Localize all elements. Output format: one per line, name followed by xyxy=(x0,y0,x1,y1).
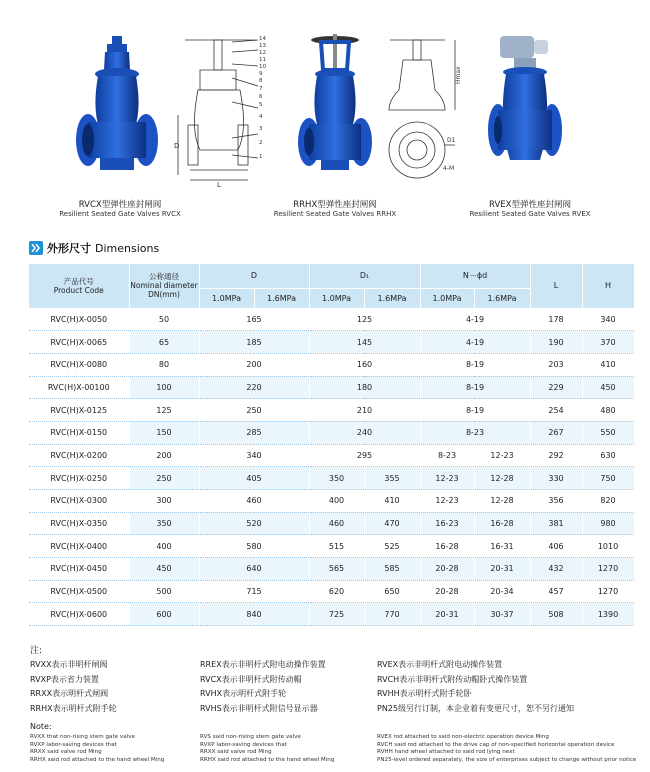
part-label: 8 xyxy=(259,78,263,84)
table-row xyxy=(29,376,634,399)
table-row xyxy=(29,353,634,376)
caption-en-rvex: Resilient Seated Gate Valves RVEX xyxy=(469,210,591,218)
section-header xyxy=(29,240,159,256)
table-row xyxy=(29,308,634,331)
cell-h: 820 xyxy=(582,490,634,513)
cell-dn: 80 xyxy=(129,353,199,376)
product-rvex xyxy=(469,30,591,220)
cell-h: 480 xyxy=(582,399,634,422)
cell-d1-p1: 350 xyxy=(309,467,364,490)
rvcx-valve-image xyxy=(60,30,180,190)
header-dn-en2: DN(mm) xyxy=(148,290,180,300)
notes-en-title: Note: xyxy=(30,722,52,731)
cell-d1-p2: 470 xyxy=(364,512,420,535)
cell-n-p2: 20-31 xyxy=(474,558,530,581)
cell-n-p2: 30-37 xyxy=(474,603,530,626)
cell-h: 1390 xyxy=(582,603,634,626)
table-body xyxy=(29,308,634,626)
header-n: N－ϕd xyxy=(420,264,530,288)
cell-product-code: RVC(H)X-0080 xyxy=(29,353,129,376)
cell-d: 200 xyxy=(199,353,309,376)
cell-n-p1: 20-28 xyxy=(420,580,474,603)
note-line: RVXP表示省力装置 xyxy=(30,674,99,684)
note-line: RVS said non-rising stem gate valve xyxy=(200,734,301,740)
cell-l: 508 xyxy=(530,603,582,626)
cell-l: 254 xyxy=(530,399,582,422)
cell-product-code: RVC(H)X-0400 xyxy=(29,535,129,558)
cell-d1-p1: 620 xyxy=(309,580,364,603)
cell-dn: 150 xyxy=(129,421,199,444)
table-row xyxy=(29,467,634,490)
cell-d1: 295 xyxy=(309,444,420,467)
cell-h: 750 xyxy=(582,467,634,490)
cell-product-code: RVC(H)X-0500 xyxy=(29,580,129,603)
cell-d1-p2: 585 xyxy=(364,558,420,581)
cell-dn: 250 xyxy=(129,467,199,490)
caption-cn-rvex: RVEX型弹性座封闸阀 xyxy=(489,200,571,210)
table-row xyxy=(29,399,634,422)
cell-product-code: RVC(H)X-0600 xyxy=(29,603,129,626)
notes-en-col1 xyxy=(30,734,164,764)
cell-h: 1270 xyxy=(582,558,634,581)
cell-product-code: RVC(H)X-0300 xyxy=(29,490,129,513)
cell-n: 8-19 xyxy=(420,353,530,376)
cell-n-p1: 16-23 xyxy=(420,512,474,535)
cell-l: 432 xyxy=(530,558,582,581)
header-dn xyxy=(129,264,199,308)
dim-d1-label: D1 xyxy=(447,137,456,144)
cell-n: 8-19 xyxy=(420,376,530,399)
header-d: D xyxy=(199,264,309,288)
note-line: RVXX that non-rising stem gate valve xyxy=(30,734,135,740)
notes-en-col3 xyxy=(377,734,636,764)
cell-h: 340 xyxy=(582,308,634,331)
part-label: 1 xyxy=(259,154,263,160)
dim-d-label: D xyxy=(174,142,180,150)
table-row xyxy=(29,603,634,626)
note-line: RVEX表示非明杆式附电动操作装置 xyxy=(377,660,503,669)
product-rvcx xyxy=(60,30,180,220)
header-l: L xyxy=(530,264,582,308)
dim-nm-label: 4-M xyxy=(443,165,455,172)
cell-h: 410 xyxy=(582,353,634,376)
cell-d1: 240 xyxy=(309,421,420,444)
cell-d1: 180 xyxy=(309,376,420,399)
notes-cn-title: 注: xyxy=(30,646,43,656)
cell-dn: 500 xyxy=(129,580,199,603)
part-label: 5 xyxy=(259,102,263,108)
table-row xyxy=(29,558,634,581)
note-line: RVHS表示非明杆式附信号显示器 xyxy=(200,703,318,713)
table-row xyxy=(29,444,634,467)
part-label: 6 xyxy=(259,94,263,100)
cell-d1: 125 xyxy=(309,308,420,331)
cell-n-p2: 12-28 xyxy=(474,467,530,490)
cell-dn: 300 xyxy=(129,490,199,513)
cell-d: 220 xyxy=(199,376,309,399)
table-row xyxy=(29,512,634,535)
cell-h: 370 xyxy=(582,331,634,354)
table-row xyxy=(29,490,634,513)
cell-dn: 450 xyxy=(129,558,199,581)
cell-n-p2: 16-28 xyxy=(474,512,530,535)
note-line: RVHH hand wheel attached to said rod lying next xyxy=(377,749,515,756)
cell-product-code: RVC(H)X-0125 xyxy=(29,399,129,422)
caption-en-rrhx: Resilient Seated Gate Valves RRHX xyxy=(273,210,397,218)
cell-d1: 160 xyxy=(309,353,420,376)
header-d1-p1: 1.0MPa xyxy=(309,288,364,308)
cell-l: 267 xyxy=(530,421,582,444)
front-view-drawing xyxy=(375,30,470,190)
header-d1: D₁ xyxy=(309,264,420,288)
cell-l: 356 xyxy=(530,490,582,513)
cell-n-p1: 8-23 xyxy=(420,444,474,467)
cell-product-code: RVC(H)X-0150 xyxy=(29,421,129,444)
cell-n: 8-23 xyxy=(420,421,530,444)
cell-d: 715 xyxy=(199,580,309,603)
cell-product-code: RVC(H)X-0350 xyxy=(29,512,129,535)
cell-l: 457 xyxy=(530,580,582,603)
diagram-side-section xyxy=(170,30,270,190)
part-label: 11 xyxy=(259,57,266,63)
cell-l: 292 xyxy=(530,444,582,467)
part-label: 10 xyxy=(259,64,266,70)
table-row xyxy=(29,580,634,603)
header-dn-en1: Nominal diameter xyxy=(130,281,198,291)
part-label: 3 xyxy=(259,126,263,132)
cell-n-p2: 12-23 xyxy=(474,444,530,467)
dim-hmax-label: Hmax xyxy=(455,66,462,84)
note-line: RVXP labor-saving devices that xyxy=(30,741,117,748)
part-label: 2 xyxy=(259,140,263,146)
part-label: 12 xyxy=(259,50,266,56)
cell-d: 840 xyxy=(199,603,309,626)
cell-product-code: RVC(H)X-0050 xyxy=(29,308,129,331)
cell-d1-p1: 565 xyxy=(309,558,364,581)
cell-n-p1: 16-28 xyxy=(420,535,474,558)
cell-d: 460 xyxy=(199,490,309,513)
part-label: 13 xyxy=(259,43,266,49)
cell-n: 8-19 xyxy=(420,399,530,422)
cell-d1-p1: 400 xyxy=(309,490,364,513)
note-line: RRXX said valve rod Ming xyxy=(30,749,102,756)
note-line: RVEX rod attached to said non-electric operation device Ming xyxy=(377,734,549,740)
note-line: RRHX said rod attached to the hand wheel Ming xyxy=(30,756,165,763)
note-line: RRHX said rod attached to the hand wheel Ming xyxy=(200,756,335,763)
notes-cn-col3 xyxy=(377,658,574,716)
cell-d: 520 xyxy=(199,512,309,535)
cell-dn: 100 xyxy=(129,376,199,399)
notes-en-col2 xyxy=(200,734,334,764)
cell-product-code: RVC(H)X-0200 xyxy=(29,444,129,467)
table-row xyxy=(29,535,634,558)
notes-cn-col2 xyxy=(200,658,326,716)
note-line: RVCH表示非明杆式附传动帽卧式操作装置 xyxy=(377,674,528,684)
cell-l: 203 xyxy=(530,353,582,376)
header-product-code-cn: 产品代号 xyxy=(63,276,94,286)
part-label: 14 xyxy=(259,36,266,42)
cell-h: 450 xyxy=(582,376,634,399)
caption-cn-rrhx: RRHX型弹性座封闸阀 xyxy=(293,200,377,210)
table-row xyxy=(29,421,634,444)
notes-cn-col1 xyxy=(30,658,117,716)
note-line: RVHX表示明杆式附手轮 xyxy=(200,689,287,698)
part-label: 9 xyxy=(259,71,263,77)
rrhx-valve-image xyxy=(285,30,385,190)
cell-d: 405 xyxy=(199,467,309,490)
header-n-p2: 1.6MPa xyxy=(474,288,530,308)
cell-d1-p2: 355 xyxy=(364,467,420,490)
cell-n-p1: 12-23 xyxy=(420,490,474,513)
cell-dn: 125 xyxy=(129,399,199,422)
caption-cn-rvcx: RVCX型弹性座封闸阀 xyxy=(78,200,162,210)
cell-dn: 350 xyxy=(129,512,199,535)
cell-n-p1: 12-23 xyxy=(420,467,474,490)
cell-dn: 600 xyxy=(129,603,199,626)
cell-h: 980 xyxy=(582,512,634,535)
cell-d: 340 xyxy=(199,444,309,467)
header-product-code-en: Product Code xyxy=(53,285,104,295)
product-rrhx xyxy=(273,30,397,220)
cell-dn: 400 xyxy=(129,535,199,558)
note-line: RREX表示非明杆式附电动操作装置 xyxy=(200,660,326,669)
cell-d: 185 xyxy=(199,331,309,354)
cell-d: 285 xyxy=(199,421,309,444)
cell-product-code: RVC(H)X-0250 xyxy=(29,467,129,490)
header-dn-cn: 公称通径 xyxy=(149,272,179,282)
cell-d1-p2: 525 xyxy=(364,535,420,558)
cell-n: 4-19 xyxy=(420,331,530,354)
cell-dn: 65 xyxy=(129,331,199,354)
cell-d: 580 xyxy=(199,535,309,558)
part-label: 4 xyxy=(259,114,263,120)
cell-n-p2: 20-34 xyxy=(474,580,530,603)
cell-product-code: RVC(H)X-0450 xyxy=(29,558,129,581)
cell-n-p1: 20-28 xyxy=(420,558,474,581)
section-title-cn: 外形尺寸 xyxy=(47,242,91,255)
cell-d1-p1: 460 xyxy=(309,512,364,535)
cell-l: 190 xyxy=(530,331,582,354)
cell-l: 178 xyxy=(530,308,582,331)
cell-d: 165 xyxy=(199,308,309,331)
cell-d1-p2: 650 xyxy=(364,580,420,603)
part-label: 7 xyxy=(259,86,263,92)
cell-d1: 145 xyxy=(309,331,420,354)
cell-d: 250 xyxy=(199,399,309,422)
cell-d: 640 xyxy=(199,558,309,581)
rvex-valve-image xyxy=(480,30,580,190)
cell-h: 550 xyxy=(582,421,634,444)
table-row xyxy=(29,331,634,354)
note-line: RRXX表示明杆式闸阀 xyxy=(30,689,109,698)
product-gallery xyxy=(0,30,650,220)
header-n-p1: 1.0MPa xyxy=(420,288,474,308)
cell-d1: 210 xyxy=(309,399,420,422)
note-line: RRHX表示明杆式附手轮 xyxy=(30,703,117,713)
cell-l: 381 xyxy=(530,512,582,535)
header-d1-p2: 1.6MPa xyxy=(364,288,420,308)
cell-n-p2: 12-28 xyxy=(474,490,530,513)
cell-d1-p2: 770 xyxy=(364,603,420,626)
note-line: RVXP labor-saving devices that xyxy=(200,741,287,748)
note-line: PN25级另行订制，本企业着有变更尺寸，恕不另行通知 xyxy=(377,703,574,713)
header-d-p2: 1.6MPa xyxy=(254,288,309,308)
cell-product-code: RVC(H)X-00100 xyxy=(29,376,129,399)
cell-product-code: RVC(H)X-0065 xyxy=(29,331,129,354)
cell-d1-p1: 515 xyxy=(309,535,364,558)
cell-h: 1010 xyxy=(582,535,634,558)
note-line: RVHH表示明杆式附手轮卧 xyxy=(377,689,472,698)
double-chevron-icon xyxy=(29,241,43,255)
dimensions-table xyxy=(29,264,635,626)
cell-n: 4-19 xyxy=(420,308,530,331)
cell-h: 1270 xyxy=(582,580,634,603)
note-line: RVCH said rod attached to the drive cap of non-specified horizontal operation device xyxy=(377,741,615,748)
cell-n-p1: 20-31 xyxy=(420,603,474,626)
cell-l: 406 xyxy=(530,535,582,558)
diagram-front-view xyxy=(375,30,470,190)
cell-n-p2: 16-31 xyxy=(474,535,530,558)
note-line: RVXX表示非明杆闸阀 xyxy=(30,660,108,669)
section-title-en: Dimensions xyxy=(95,241,160,255)
dim-l-label: L xyxy=(217,181,221,189)
header-h: H xyxy=(582,264,634,308)
side-section-drawing xyxy=(170,30,270,190)
cell-l: 229 xyxy=(530,376,582,399)
cell-dn: 50 xyxy=(129,308,199,331)
cell-d1-p1: 725 xyxy=(309,603,364,626)
header-d-p1: 1.0MPa xyxy=(199,288,254,308)
cell-h: 630 xyxy=(582,444,634,467)
cell-dn: 200 xyxy=(129,444,199,467)
note-line: RVCX表示非明杆式附传动帽 xyxy=(200,674,302,684)
cell-d1-p2: 410 xyxy=(364,490,420,513)
note-line: RRXX said valve rod Ming xyxy=(200,749,272,756)
caption-en-rvcx: Resilient Seated Gate Valves RVCX xyxy=(59,210,181,218)
cell-l: 330 xyxy=(530,467,582,490)
header-product-code xyxy=(29,264,129,308)
note-line: PN25-level ordered separately, the size of enterprises subject to change without prior notice xyxy=(377,756,637,763)
